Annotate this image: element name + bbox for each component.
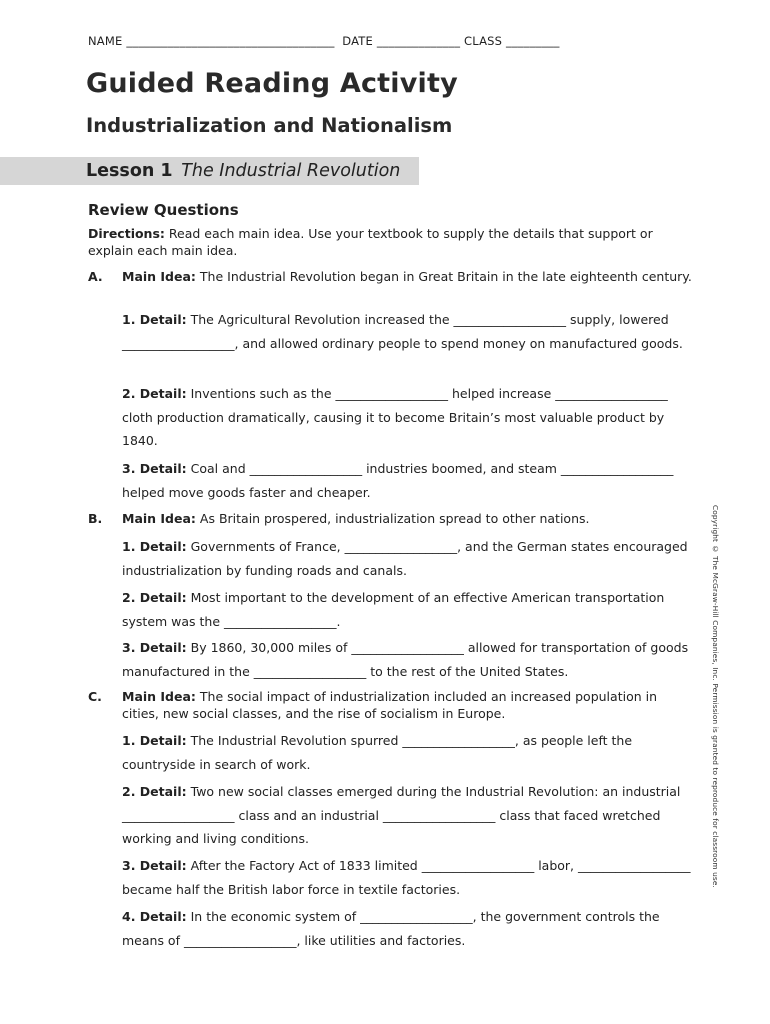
review-questions-heading: Review Questions: [88, 201, 239, 219]
detail-text: The Agricultural Revolution increased the __________________ supply, lowered __________________, and allowed ordinary people to spend money on manufactured goods.: [122, 312, 683, 351]
detail-c-1: [122, 729, 692, 776]
detail-text: Coal and __________________ industries boomed, and steam __________________ helped move goods faster and cheaper.: [122, 461, 674, 500]
detail-label: 1. Detail:: [122, 312, 187, 327]
lesson-name: The Industrial Revolution: [181, 161, 401, 181]
detail-label: 3. Detail:: [122, 461, 187, 476]
detail-c-3: [122, 854, 692, 901]
main-idea-label: Main Idea:: [122, 511, 196, 526]
detail-text: Governments of France, __________________, and the German states encouraged industrialization by funding roads and canals.: [122, 539, 688, 578]
page-subtitle: Industrialization and Nationalism: [86, 114, 453, 137]
detail-text: The Industrial Revolution spurred __________________, as people left the countryside in search of work.: [122, 733, 633, 772]
directions-text: Read each main idea. Use your textbook to supply the details that support or explain each main idea.: [88, 226, 653, 258]
main-idea-c: [122, 689, 692, 722]
detail-text: In the economic system of __________________, the government controls the means of __________________, like utilities and factories.: [122, 909, 660, 948]
directions-label: Directions:: [88, 226, 165, 241]
main-idea-text: The social impact of industrialization included an increased population in cities, new social classes, and the rise of socialism in Europe.: [122, 689, 658, 721]
detail-text: After the Factory Act of 1833 limited __________________ labor, __________________ became half the British labor force in textile factories.: [122, 858, 691, 897]
main-idea-b: [122, 511, 692, 528]
detail-text: Inventions such as the __________________ helped increase __________________ cloth production dramatically, causing it to become Britain’s most valuable product by 1840.: [122, 386, 668, 448]
lesson-heading: [86, 161, 400, 181]
detail-a-3: [122, 457, 692, 504]
detail-label: 3. Detail:: [122, 858, 187, 873]
lesson-number: Lesson 1: [86, 161, 173, 181]
main-idea-a: [122, 269, 692, 286]
detail-c-2: [122, 780, 692, 851]
directions: [88, 226, 673, 259]
main-idea-label: Main Idea:: [122, 689, 196, 704]
detail-b-1: [122, 535, 692, 582]
section-letter-c: C.: [88, 689, 102, 704]
main-idea-text: The Industrial Revolution began in Great Britain in the late eighteenth century.: [199, 269, 692, 284]
detail-label: 4. Detail:: [122, 909, 187, 924]
section-letter-a: A.: [88, 269, 103, 284]
detail-text: By 1860, 30,000 miles of __________________ allowed for transportation of goods manufactured in the __________________ to the rest of the United States.: [122, 640, 689, 679]
detail-text: Most important to the development of an effective American transportation system was the __________________.: [122, 590, 665, 629]
detail-label: 1. Detail:: [122, 733, 187, 748]
main-idea-label: Main Idea:: [122, 269, 196, 284]
page-title: Guided Reading Activity: [86, 68, 458, 99]
detail-b-3: [122, 636, 692, 683]
detail-a-2: [122, 382, 692, 453]
copyright-notice: Copyright © The McGraw-Hill Companies, Inc. Permission is granted to reproduce for classroom use.: [711, 505, 720, 888]
main-idea-text: As Britain prospered, industrialization spread to other nations.: [199, 511, 590, 526]
detail-label: 2. Detail:: [122, 784, 187, 799]
detail-a-1: [122, 308, 692, 355]
name-date-class-line: NAME ___________________________________ DATE ______________ CLASS _________: [88, 34, 560, 48]
detail-c-4: [122, 905, 692, 952]
detail-b-2: [122, 586, 692, 633]
detail-label: 1. Detail:: [122, 539, 187, 554]
detail-label: 2. Detail:: [122, 386, 187, 401]
detail-label: 2. Detail:: [122, 590, 187, 605]
detail-text: Two new social classes emerged during the Industrial Revolution: an industrial __________________ class and an industrial __________________ class that faced wretched working and living conditions.: [122, 784, 681, 846]
section-letter-b: B.: [88, 511, 103, 526]
detail-label: 3. Detail:: [122, 640, 187, 655]
